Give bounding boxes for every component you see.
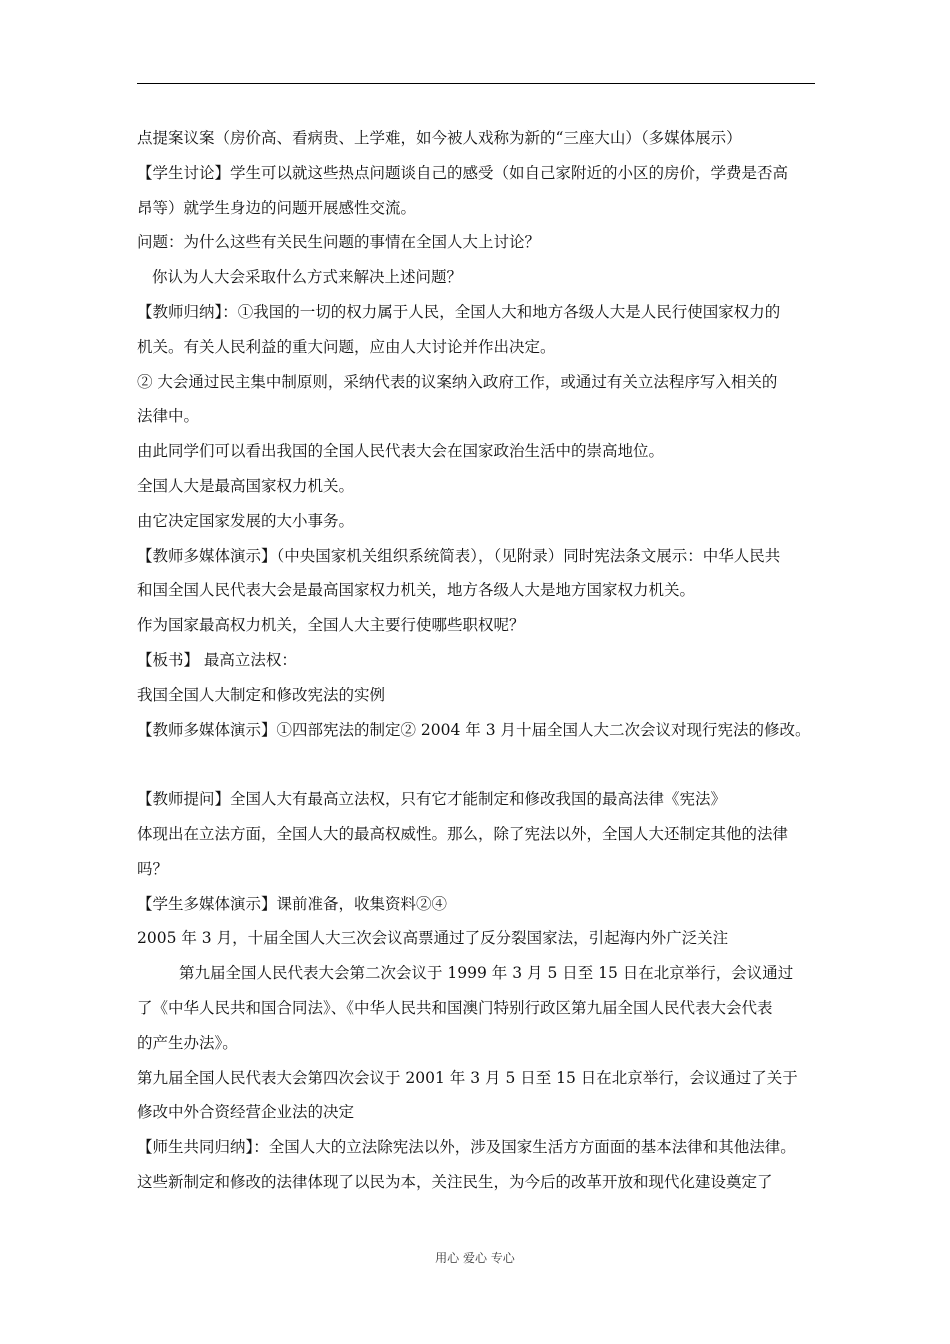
page-footer: 用心 爱心 专心	[435, 1251, 515, 1265]
text-line: 【教师提问】全国人大有最高立法权，只有它才能制定和修改我国的最高法律《宪法》	[137, 790, 727, 809]
text-line: 第九届全国人民代表大会第四次会议于 2001 年 3 月 5 日至 15 日在北京举行，会议通过了关于	[137, 1068, 798, 1087]
text-line: 【板书】 最高立法权：	[137, 650, 297, 669]
text-line: 昂等）就学生身边的问题开展感性交流。	[137, 198, 417, 217]
text-line: 【学生讨论】学生可以就这些热点问题谈自己的感受（如自己家附近的小区的房价，学费是否高	[137, 163, 789, 182]
text-line: 【教师归纳】：①我国的一切的权力属于人民，全国人大和地方各级人大是人民行使国家权力的	[137, 302, 781, 321]
blank-line	[137, 747, 827, 782]
text-line: 第九届全国人民代表大会第二次会议于 1999 年 3 月 5 日至 15 日在北京举行，会议通过	[179, 964, 794, 983]
text-line: 由它决定国家发展的大小事务。	[137, 511, 355, 530]
text-line: 和国全国人民代表大会是最高国家权力机关，地方各级人大是地方国家权力机关。	[137, 581, 696, 600]
text-line: 【师生共同归纳】：全国人大的立法除宪法以外，涉及国家生活方方面面的基本法律和其他法律。	[137, 1138, 796, 1157]
text-line: 这些新制定和修改的法律体现了以民为本，关注民生，为今后的改革开放和现代化建设奠定了	[137, 1172, 773, 1191]
text-line: 机关。有关人民利益的重大问题，应由人大讨论并作出决定。	[137, 337, 556, 356]
text-line: 你认为人大会采取什么方式来解决上述问题？	[152, 268, 463, 287]
text-line: 【教师多媒体演示】（中央国家机关组织系统简表），（见附录）同时宪法条文展示：中华人民共	[137, 546, 781, 565]
text-line: 全国人大是最高国家权力机关。	[137, 476, 355, 495]
text-line: 由此同学们可以看出我国的全国人民代表大会在国家政治生活中的崇高地位。	[137, 442, 665, 461]
text-line: 问题：为什么这些有关民生问题的事情在全国人大上讨论？	[137, 233, 541, 252]
text-line: 吗？	[137, 859, 169, 878]
text-line: 法律中。	[137, 407, 200, 426]
text-line: 【教师多媒体演示】①四部宪法的制定② 2004 年 3 月十届全国人大二次会议对现行宪法的修改。	[137, 720, 811, 739]
text-line: 了《中华人民共和国合同法》、《中华人民共和国澳门特别行政区第九届全国人民代表大会代表	[137, 998, 773, 1017]
text-line: 作为国家最高权力机关，全国人大主要行使哪些职权呢？	[137, 616, 525, 635]
header-rule	[137, 83, 815, 84]
text-line: ② 大会通过民主集中制原则，采纳代表的议案纳入政府工作，或通过有关立法程序写入相关的	[137, 372, 778, 391]
text-line: 【学生多媒体演示】课前准备，收集资料②④	[137, 894, 448, 913]
text-line: 的产生办法》。	[137, 1033, 238, 1052]
document-body	[137, 121, 827, 1200]
text-line: 修改中外合资经营企业法的决定	[137, 1103, 355, 1122]
text-line: 我国全国人大制定和修改宪法的实例	[137, 685, 386, 704]
text-line: 2005 年 3 月，十届全国人大三次会议高票通过了反分裂国家法，引起海内外广泛关注	[137, 929, 729, 948]
text-line: 体现出在立法方面，全国人大的最高权威性。那么，除了宪法以外，全国人大还制定其他的法律	[137, 824, 789, 843]
text-line: 点提案议案（房价高、看病贵、上学难，如今被人戏称为新的“三座大山）（多媒体展示）	[137, 129, 742, 147]
